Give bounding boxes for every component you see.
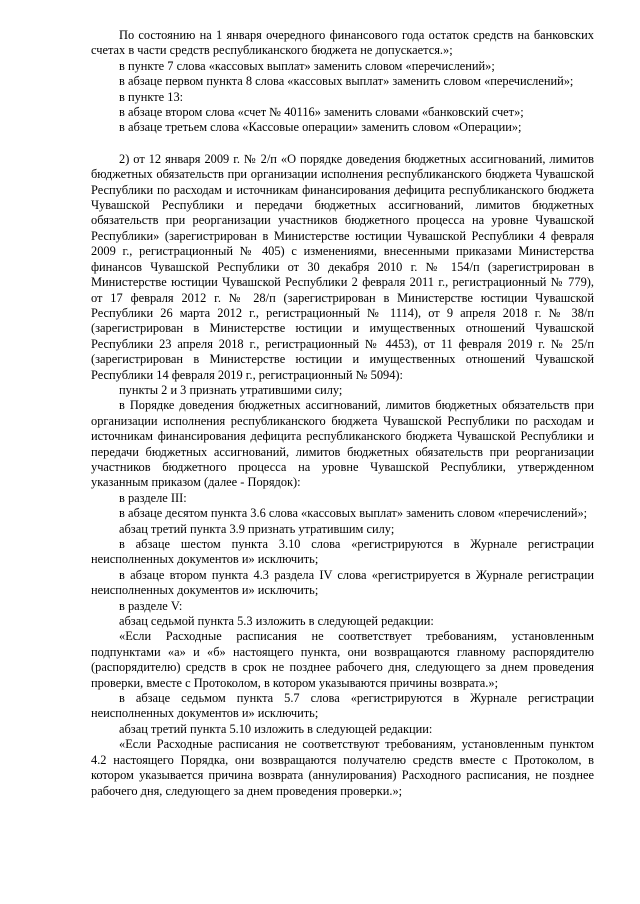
- paragraph: абзац третий пункта 5.10 изложить в следующей редакции:: [119, 721, 433, 736]
- paragraph: 2) от 12 января 2009 г. № 2/п «О порядке доведения бюджетных ассигнований, лимитов бюджетных обязательств при организации исполнения республиканского бюджета Чувашской Республики по расходам и источникам финансирования дефицита республиканского бюджета Чувашской Республики и передачи бюджетных ассигнований, лимитов бюджетных обязательств при реорганизации участников бюджетного процесса на уровне Чувашской Республики» (зарегистрирован в Министерстве юстиции Чувашской Республики 4 февраля 2009 г., регистрационный № 405) с изменениями, внесенными приказами Министерства финансов Чувашской Республики от 30 декабря 2010 г. № 154/п (зарегистрирован в Министерстве юстиции Чувашской Республики 2 февраля 2011 г., регистрационный № 779), от 17 февраля 2012 г. № 28/п (зарегистрирован в Министерстве юстиции Чувашской Республики 26 марта 2012 г., регистрационный № 1114), от 9 апреля 2018 г. № 38/п (зарегистрирован в Министерстве юстиции и имущественных отношений Чувашской Республики 23 апреля 2018 г., регистрационный № 4453), от 11 февраля 2019 г. № 25/п (зарегистрирован в Министерстве юстиции и имущественных отношений Чувашской Республики 14 февраля 2019 г., регистрационный № 5094):: [91, 151, 594, 382]
- paragraph: в Порядке доведения бюджетных ассигнований, лимитов бюджетных обязательств при организации исполнения республиканского бюджета Чувашской Республики по расходам и источникам финансирования дефицита республиканского бюджета Чувашской Республики и передачи бюджетных ассигнований, лимитов бюджетных обязательств при реорганизации участников бюджетного процесса на уровне Чувашской Республики, утвержденном указанным приказом (далее - Порядок):: [91, 398, 594, 490]
- paragraph: пункты 2 и 3 признать утратившими силу;: [119, 382, 343, 397]
- paragraph: в разделе III:: [119, 490, 187, 505]
- paragraph-gap: [91, 136, 594, 152]
- document-body: [91, 28, 594, 799]
- paragraph: в пункте 13:: [119, 89, 184, 104]
- paragraph: в абзаце десятом пункта 3.6 слова «кассовых выплат» заменить словом «перечислений»;: [119, 506, 588, 521]
- paragraph: в абзаце первом пункта 8 слова «кассовых выплат» заменить словом «перечислений»;: [119, 74, 574, 89]
- paragraph: в абзаце втором пункта 4.3 раздела IV слова «регистрируется в Журнале регистрации неисполненных документов и» исключить;: [91, 567, 594, 598]
- paragraph: в абзаце шестом пункта 3.10 слова «регистрируются в Журнале регистрации неисполненных документов и» исключить;: [91, 537, 594, 567]
- paragraph: в абзаце седьмом пункта 5.7 слова «регистрируются в Журнале регистрации неисполненных документов и» исключить;: [91, 691, 594, 721]
- paragraph: в абзаце втором слова «счет № 40116» заменить словами «банковский счет»;: [119, 105, 524, 120]
- paragraph: «Если Расходные расписания не соответствует требованиям, установленным подпунктами «а» и «б» настоящего пункта, они возвращаются главному распорядителю (распорядителю) средств в срок не позднее рабочего дня, следующего за днем проведения проверки, вместе с Протоколом, в котором указываются причины возврата.»;: [91, 629, 594, 690]
- paragraph: в абзаце третьем слова «Кассовые операции» заменить словом «Операции»;: [119, 120, 522, 135]
- paragraph: в пункте 7 слова «кассовых выплат» заменить словом «перечислений»;: [119, 58, 495, 73]
- paragraph: в разделе V:: [119, 598, 183, 613]
- paragraph: абзац третий пункта 3.9 признать утратившим силу;: [119, 521, 395, 536]
- paragraph: «Если Расходные расписания не соответствуют требованиям, установленным пунктом 4.2 настоящего Порядка, они возвращаются получателю средств вместе с Протоколом, в котором указывается причина возврата (аннулирования) Расходного расписания, не позднее рабочего дня, следующего за днем проведения проверки.»;: [91, 737, 594, 798]
- paragraph: абзац седьмой пункта 5.3 изложить в следующей редакции:: [119, 614, 434, 629]
- paragraph: По состоянию на 1 января очередного финансового года остаток средств на банковских счетах в части средств республиканского бюджета не допускается.»;: [91, 28, 594, 58]
